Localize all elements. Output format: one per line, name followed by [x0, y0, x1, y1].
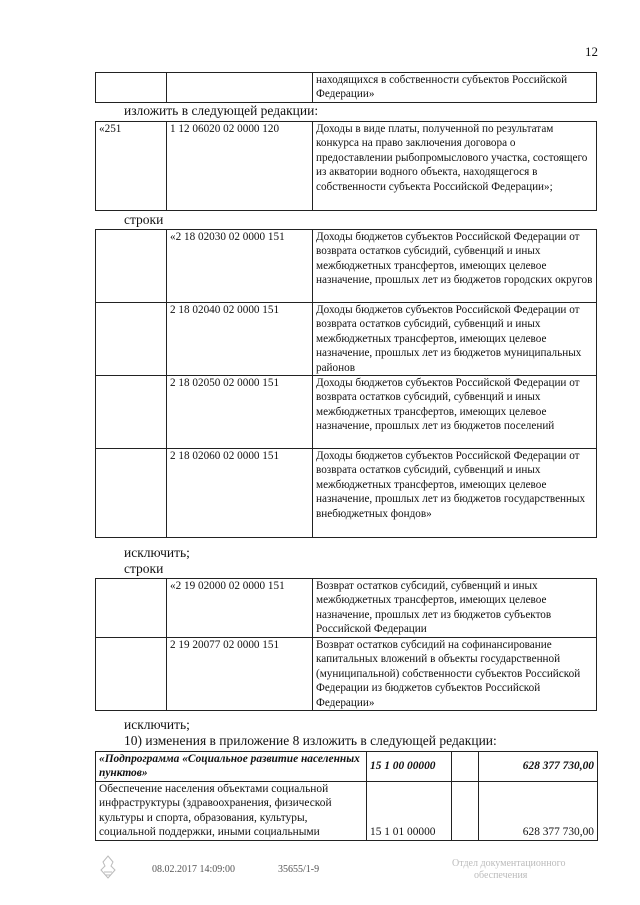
table-row [96, 303, 597, 376]
table-row [96, 376, 597, 449]
program-code: 15 1 01 00000 [367, 781, 452, 840]
instruction-exclude: исключить; [124, 545, 190, 560]
program-amount: 628 377 730,00 [479, 752, 598, 782]
revenue-code: 1 12 06020 02 0000 120 [167, 122, 313, 211]
table-row [96, 781, 598, 840]
footer-doc-id: 35655/1-9 [278, 864, 320, 875]
table-rows-excluded-2 [95, 578, 597, 711]
row-description: находящихся в собственности субъектов Российской Федерации» [313, 73, 597, 103]
page-number: 12 [585, 44, 598, 59]
program-extra [452, 752, 479, 782]
program-code: 15 1 00 00000 [367, 752, 452, 782]
table-continuation [95, 72, 597, 103]
table-new-edition [95, 121, 597, 211]
row-description: Доходы в виде платы, полученной по результатам конкурса на право заключения договора о предоставлении рыбопромыслового участка, состоящего из акватории водного объекта, находящегося в собственности субъекта Российской Федерации»; [313, 122, 597, 211]
table-row [96, 73, 597, 103]
revenue-code: «2 18 02030 02 0000 151 [167, 230, 313, 303]
instruction-exclude: исключить; [124, 717, 190, 732]
row-description: Доходы бюджетов субъектов Российской Федерации от возврата остатков субсидий, субвенций и иных межбюджетных трансфертов, имеющих целевое назначение, прошлых лет из бюджетов городских округов [313, 230, 597, 303]
row-description: Доходы бюджетов субъектов Российской Федерации от возврата остатков субсидий, субвенций и иных межбюджетных трансфертов, имеющих целевое назначение, прошлых лет из бюджетов муниципальных районов [313, 303, 597, 376]
emblem-icon [97, 854, 119, 880]
revenue-code: 2 18 02040 02 0000 151 [167, 303, 313, 376]
table-row [96, 230, 597, 303]
program-amount: 628 377 730,00 [479, 781, 598, 840]
table-appendix-8 [95, 751, 598, 841]
footer-datetime: 08.02.2017 14:09:00 [152, 864, 236, 875]
row-description: Доходы бюджетов субъектов Российской Федерации от возврата остатков субсидий, субвенций и иных межбюджетных трансфертов, имеющих целевое назначение, прошлых лет из бюджетов государственных внебюджетных фондов» [313, 449, 597, 538]
instruction-replace: изложить в следующей редакции: [124, 103, 319, 118]
revenue-code: «2 19 02000 02 0000 151 [167, 579, 313, 638]
program-name: «Подпрограмма «Социальное развитие населенных пунктов» [96, 752, 367, 782]
table-row [96, 449, 597, 538]
program-name: Обеспечение населения объектами социальной инфраструктуры (здравоохранения, физической культуры и спорта, образования, культуры, социальной поддержки, иными социальными [96, 781, 367, 840]
label-rows: строки [124, 212, 164, 227]
label-rows: строки [124, 561, 164, 576]
table-row [96, 638, 597, 711]
footer-stamp-line1: Отдел документационного [452, 858, 566, 869]
revenue-code: 2 19 20077 02 0000 151 [167, 638, 313, 711]
program-extra [452, 781, 479, 840]
table-row [96, 752, 598, 782]
revenue-code: 2 18 02050 02 0000 151 [167, 376, 313, 449]
row-description: Доходы бюджетов субъектов Российской Федерации от возврата остатков субсидий, субвенций и иных межбюджетных трансфертов, имеющих целевое назначение, прошлых лет из бюджетов поселений [313, 376, 597, 449]
footer-stamp-line2: обеспечения [474, 870, 528, 881]
table-rows-excluded-1 [95, 229, 597, 538]
admin-code: «251 [96, 122, 167, 211]
revenue-code: 2 18 02060 02 0000 151 [167, 449, 313, 538]
row-description: Возврат остатков субсидий, субвенций и иных межбюджетных трансфертов, имеющих целевое назначение, прошлых лет из бюджетов субъектов Российской Федерации [313, 579, 597, 638]
table-row [96, 122, 597, 211]
row-description: Возврат остатков субсидий на софинансирование капитальных вложений в объекты государственной (муниципальной) собственности субъектов Российской Федерации из бюджетов субъектов Российской Федерации» [313, 638, 597, 711]
instruction-item-10: 10) изменения в приложение 8 изложить в следующей редакции: [124, 733, 497, 748]
table-row [96, 579, 597, 638]
